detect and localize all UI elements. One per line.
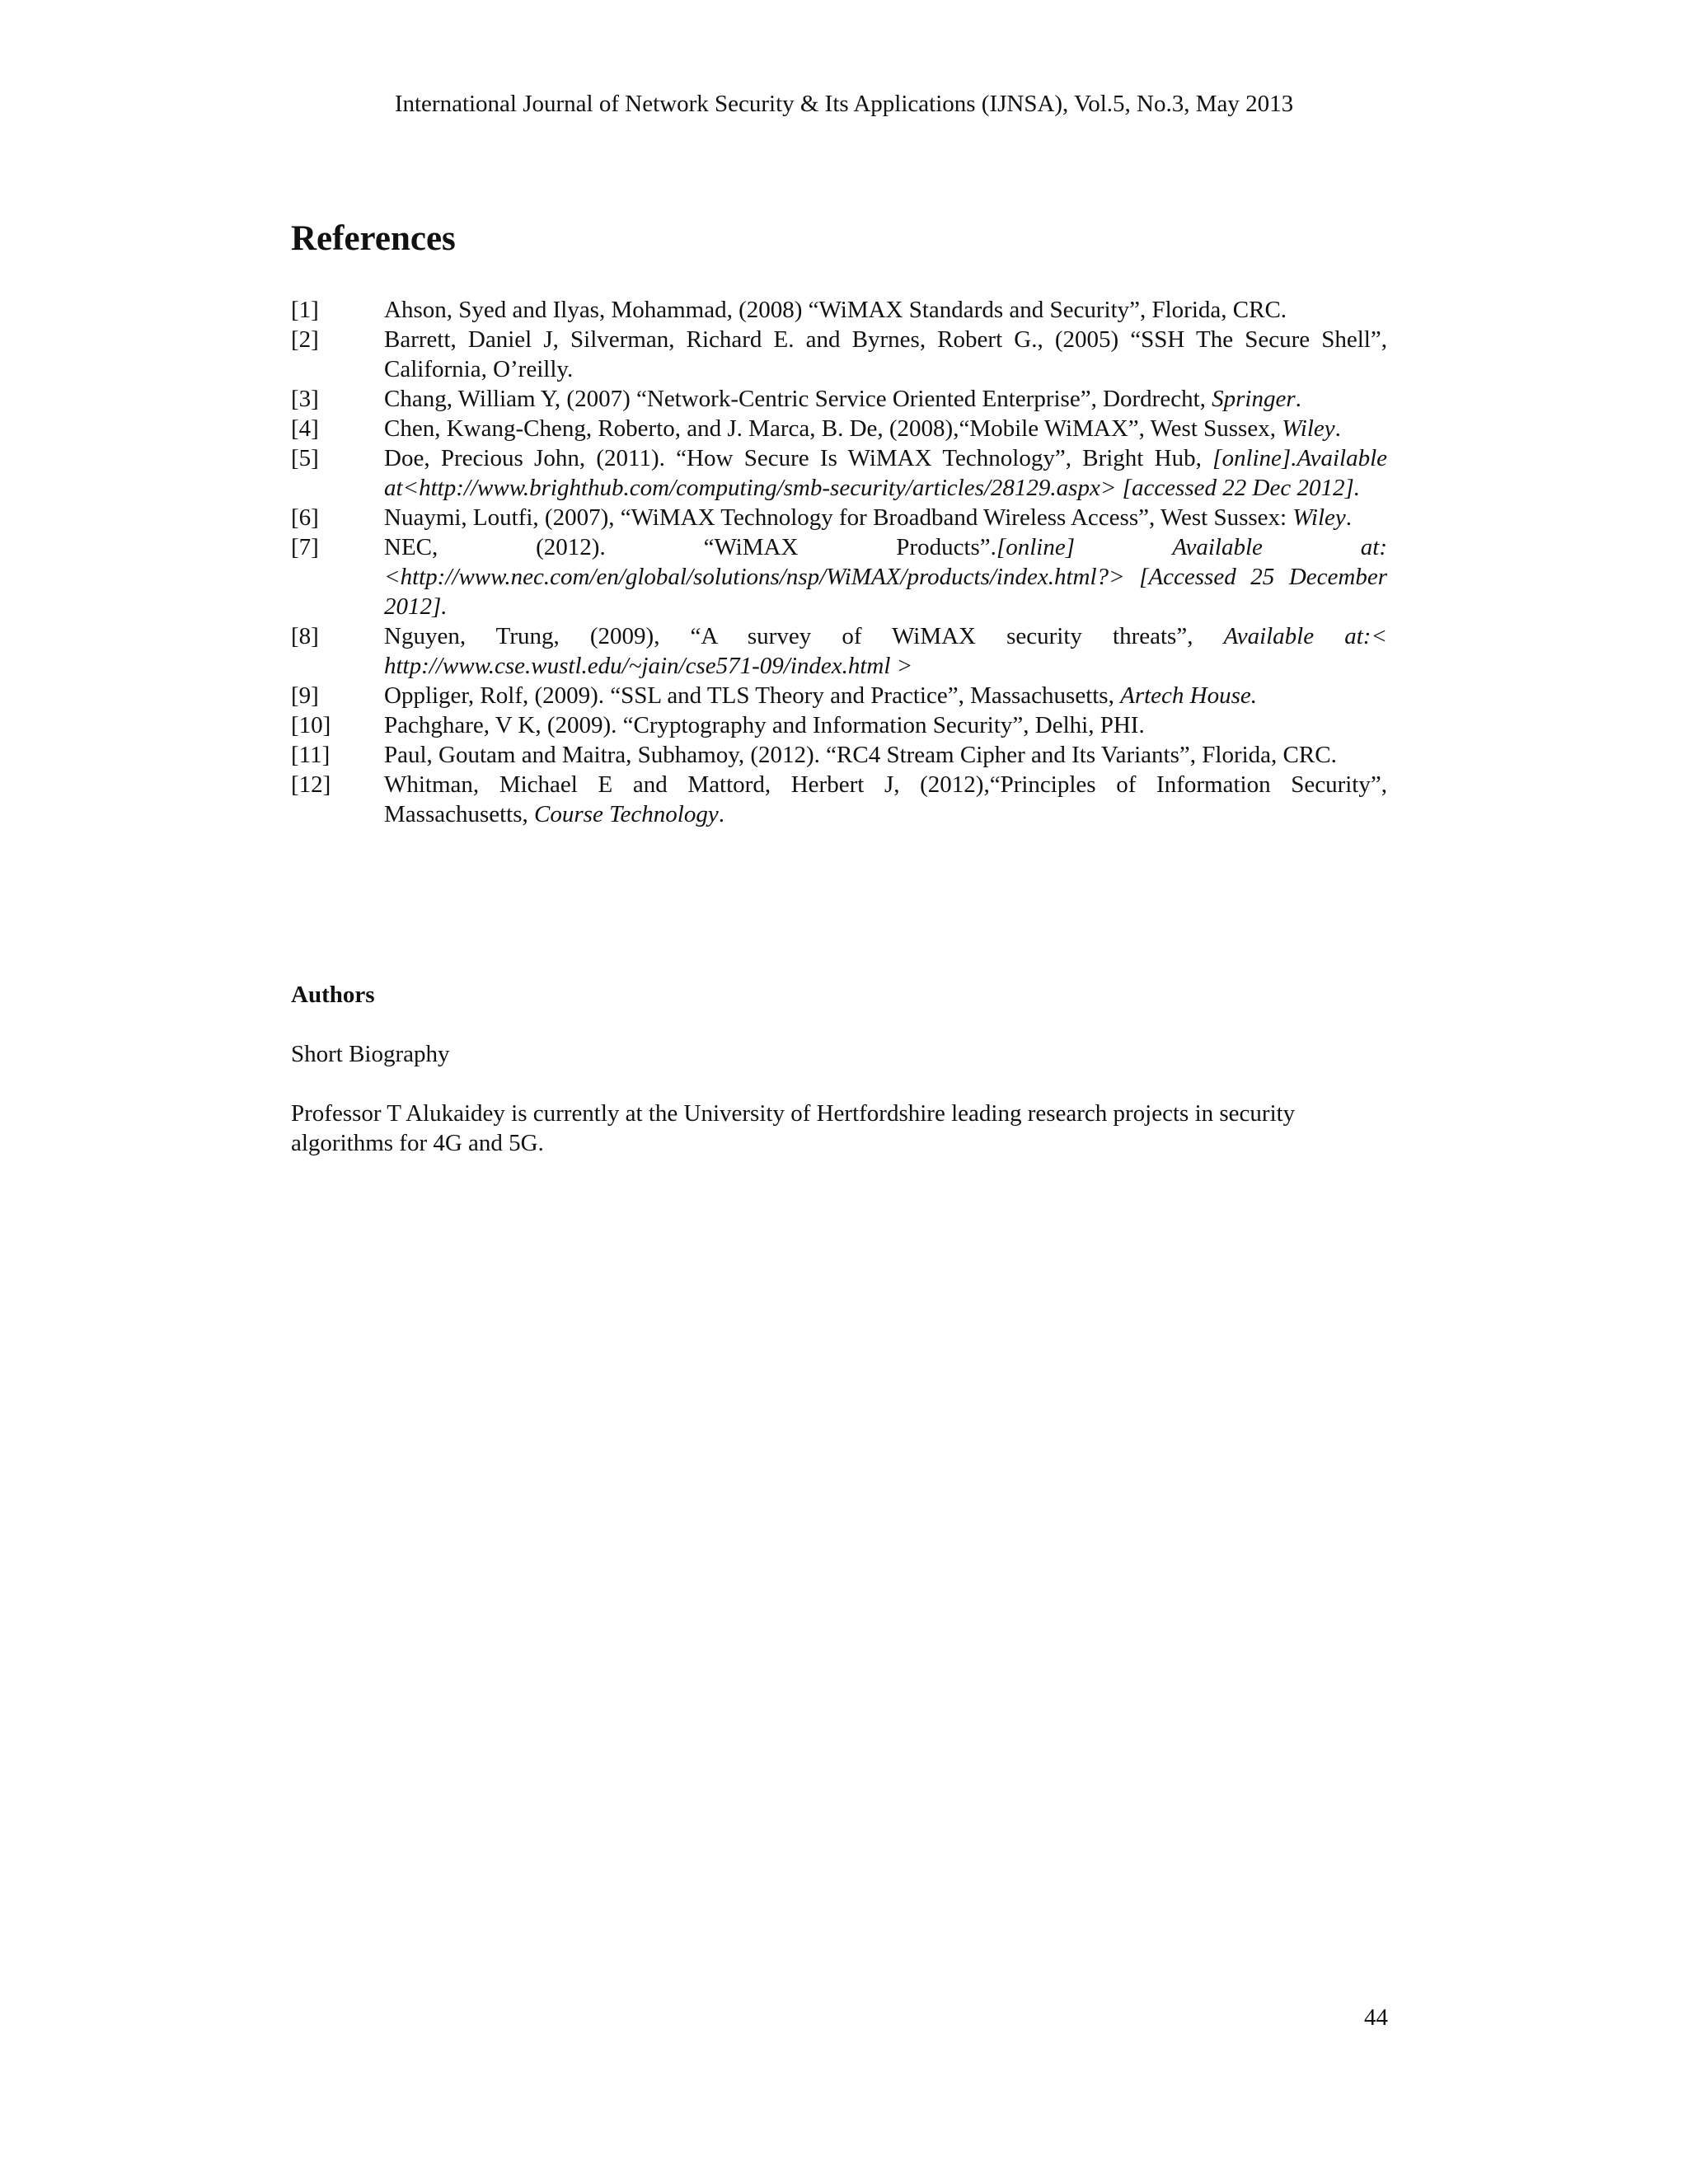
reference-italic-segment: Springer — [1212, 386, 1296, 412]
reference-segment: Chang, William Y, (2007) “Network-Centric Service Oriented Enterprise”, Dordrecht, — [384, 386, 1212, 412]
reference-italic-segment: Course Technology — [534, 801, 719, 827]
reference-item — [291, 532, 1387, 621]
reference-segment: Oppliger, Rolf, (2009). “SSL and TLS Theory and Practice”, Massachusetts, — [384, 682, 1121, 709]
reference-segment: Nguyen, Trung, (2009), “A survey of WiMAX security threats”, — [384, 623, 1224, 649]
reference-number: [12] — [291, 771, 331, 798]
reference-segment: Doe, Precious John, (2011). “How Secure Is WiMAX Technology”, Bright Hub, — [384, 445, 1213, 471]
reference-italic-segment: Wiley — [1282, 415, 1335, 442]
reference-text — [384, 770, 1387, 829]
reference-item — [291, 384, 1387, 414]
reference-text — [384, 621, 1387, 681]
reference-italic-segment: [online].Available at<http://www.brighthub.com/computing/smb-security/articles/28129.aspx> [accessed 22 Dec 2012]. — [384, 445, 1387, 501]
reference-item — [291, 443, 1387, 503]
reference-number: [11] — [291, 742, 331, 768]
reference-text — [384, 295, 1387, 325]
reference-segment: . — [1345, 504, 1353, 531]
reference-number: [1] — [291, 297, 319, 323]
reference-text — [384, 710, 1387, 740]
reference-item — [291, 740, 1387, 770]
reference-text — [384, 532, 1387, 621]
reference-text — [384, 384, 1387, 414]
reference-number: [9] — [291, 682, 319, 709]
reference-segment: Whitman, Michael E and Mattord, Herbert J, (2012),“Principles of Information Security”, Massachusetts, — [384, 771, 1387, 827]
reference-italic-segment: Wiley — [1292, 504, 1346, 531]
page-number: 44 — [1364, 2004, 1388, 2031]
reference-segment: Ahson, Syed and Ilyas, Mohammad, (2008) “WiMAX Standards and Security”, Florida, CRC. — [384, 297, 1287, 323]
reference-item — [291, 503, 1387, 532]
reference-text — [384, 681, 1387, 710]
reference-item — [291, 295, 1387, 325]
short-biography-label: Short Biography — [291, 1041, 450, 1067]
reference-segment: . — [1334, 415, 1341, 442]
reference-list — [291, 295, 1387, 829]
reference-number: [7] — [291, 534, 319, 560]
reference-number: [4] — [291, 415, 319, 442]
reference-item — [291, 414, 1387, 443]
reference-text — [384, 503, 1387, 532]
reference-segment: NEC, (2012). “WiMAX Products”. — [384, 534, 996, 560]
reference-segment: Nuaymi, Loutfi, (2007), “WiMAX Technology for Broadband Wireless Access”, West Sussex: — [384, 504, 1293, 531]
reference-item — [291, 770, 1387, 829]
reference-text — [384, 443, 1387, 503]
reference-segment: Barrett, Daniel J, Silverman, Richard E. and Byrnes, Robert G., (2005) “SSH The Secure Shell”, California, O’reilly. — [384, 326, 1387, 382]
reference-italic-segment: [online] Available at:<http://www.nec.com/en/global/solutions/nsp/WiMAX/products/index.html?> [Accessed 25 December 2012]. — [384, 534, 1388, 620]
reference-number: [2] — [291, 326, 319, 353]
reference-text — [384, 325, 1387, 384]
reference-item — [291, 710, 1387, 740]
reference-segment: Paul, Goutam and Maitra, Subhamoy, (2012). “RC4 Stream Cipher and Its Variants”, Florida, CRC. — [384, 742, 1337, 768]
reference-number: [8] — [291, 623, 319, 649]
reference-italic-segment: Available at:< http://www.cse.wustl.edu/~jain/cse571-09/index.html > — [384, 623, 1388, 679]
authors-heading: Authors — [291, 982, 375, 1008]
reference-segment: Chen, Kwang-Cheng, Roberto, and J. Marca, B. De, (2008),“Mobile WiMAX”, West Sussex, — [384, 415, 1282, 442]
reference-segment: Pachghare, V K, (2009). “Cryptography and Information Security”, Delhi, PHI. — [384, 712, 1145, 738]
running-header: International Journal of Network Security & Its Applications (IJNSA), Vol.5, No.3, May 2013 — [394, 91, 1294, 117]
reference-segment: . — [718, 801, 724, 827]
reference-text — [384, 740, 1387, 770]
reference-segment: . — [1295, 386, 1301, 412]
reference-number: [6] — [291, 504, 319, 531]
reference-italic-segment: Artech House. — [1120, 682, 1258, 709]
reference-number: [5] — [291, 445, 319, 471]
reference-text — [384, 414, 1387, 443]
reference-number: [3] — [291, 386, 319, 412]
reference-item — [291, 621, 1387, 681]
reference-item — [291, 681, 1387, 710]
biography-text: Professor T Alukaidey is currently at the University of Hertfordshire leading research projects in security algorithms for 4G and 5G. — [291, 1100, 1296, 1156]
reference-number: [10] — [291, 712, 331, 738]
reference-item — [291, 325, 1387, 384]
references-heading: References — [291, 219, 456, 258]
